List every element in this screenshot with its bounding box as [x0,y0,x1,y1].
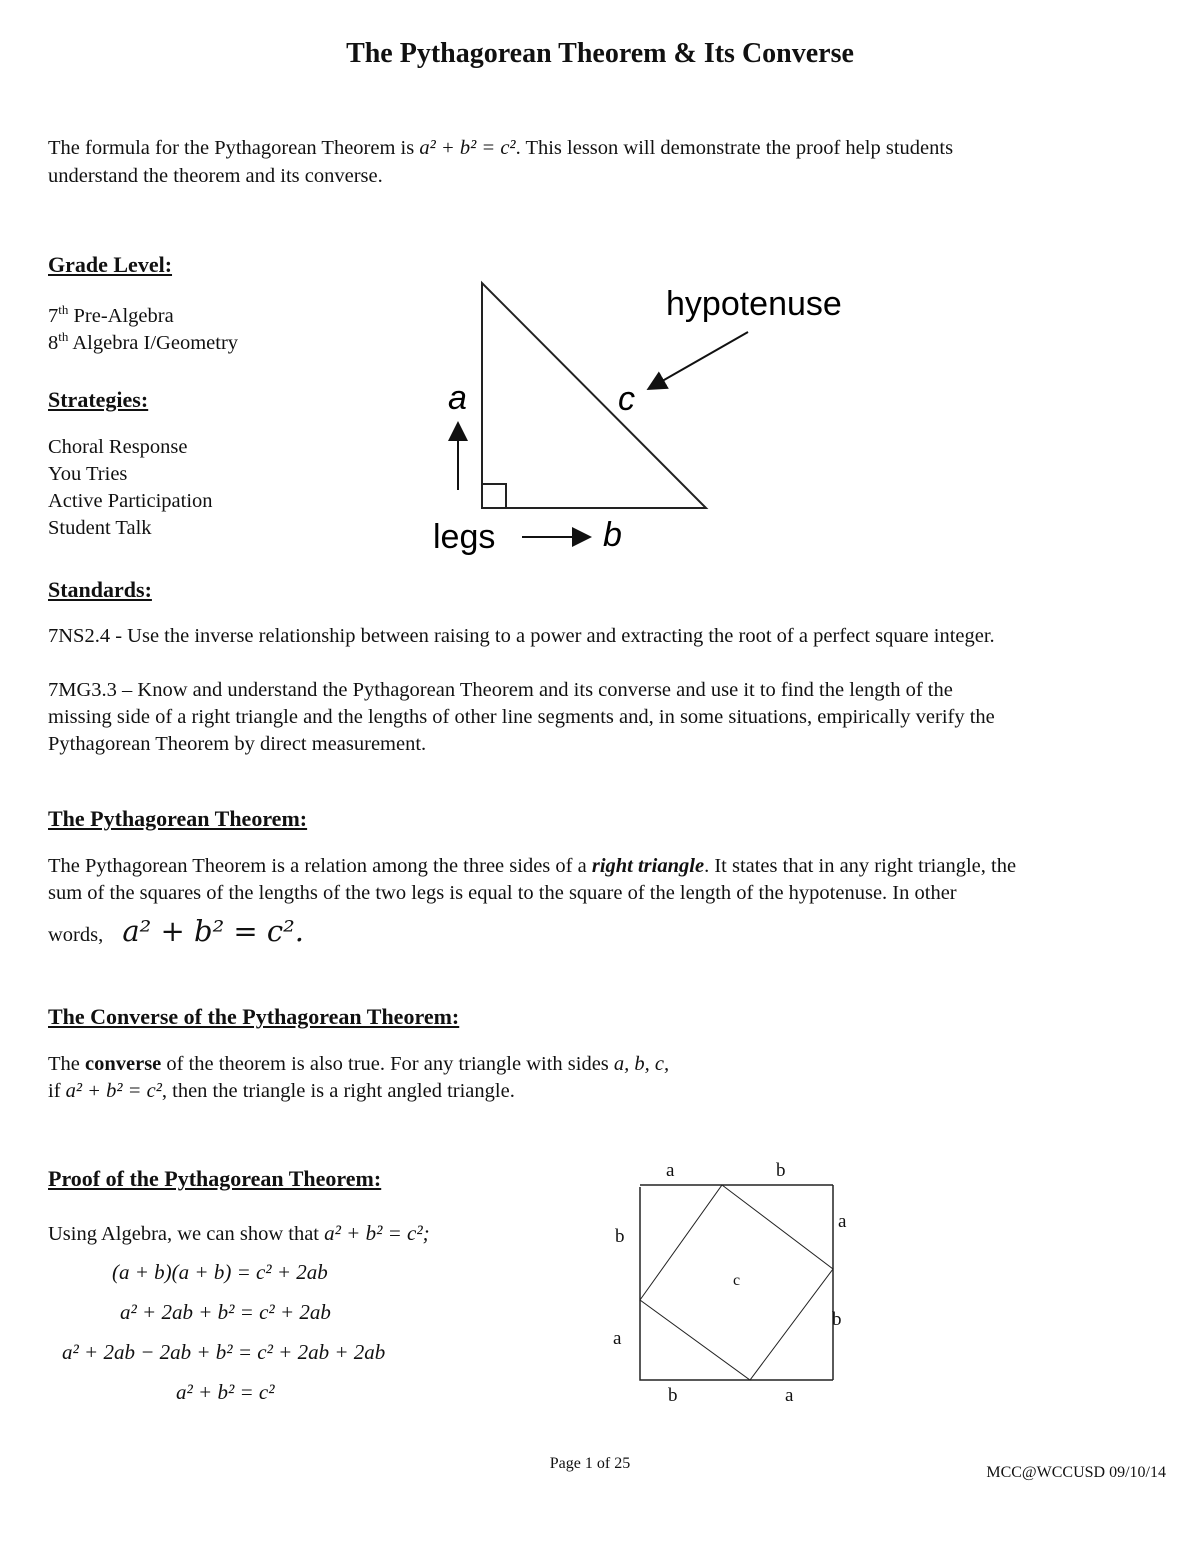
proof-intro [48,1220,430,1248]
converse-line-1 [48,1051,669,1078]
square-label-left-a: a [613,1328,622,1349]
square-label-left-b: b [615,1226,625,1247]
right-angle-mark [482,484,506,508]
converse-text: , then the triangle is a right angled triangle. [161,1080,515,1102]
intro-formula: a² + b² = c² [419,137,516,159]
grade-label: Pre-Algebra [73,304,174,327]
intro-text-before: The formula for the Pythagorean Theorem is [48,137,415,159]
legs-label: legs [433,518,496,556]
theorem-text: . It states that in any right triangle, the [704,855,1017,877]
grade-level-heading: Grade Level: [48,252,173,277]
square-label-right-a: a [838,1211,847,1232]
strategy-item: Active Participation [48,490,213,512]
square-label-bottom-a: a [785,1385,794,1406]
hypotenuse-label: hypotenuse [666,285,842,323]
converse-text: if [48,1080,61,1102]
strategy-item: You Tries [48,463,128,485]
right-triangle-diagram [420,275,880,565]
converse-line-2 [48,1078,515,1105]
intro-text-after: . This lesson will demonstrate the proof help students [515,137,954,159]
strategy-item: Choral Response [48,436,188,458]
standard-7mg3-3-line: missing side of a right triangle and the lengths of other line segments and, in some situations, empirically verify the [48,706,995,728]
theorem-line-1 [48,853,1178,880]
grade-num: 7 [48,304,59,327]
grade-sup: th [58,329,69,344]
square-label-right-b: b [832,1309,842,1330]
side-a-label: a [448,379,467,417]
proof-intro-formula: a² + b² = c²; [324,1221,430,1245]
right-triangle-emphasis: right triangle [591,855,705,877]
theorem-formula: a² + b² = c². [122,914,305,948]
converse-text: The [48,1053,80,1075]
grade-label: Algebra I/Geometry [72,331,239,354]
standard-7mg3-3-line: Pythagorean Theorem by direct measurement. [48,733,427,755]
page-number: Page 1 of 25 [549,1455,631,1472]
page-title: The Pythagorean Theorem & Its Converse [346,38,854,69]
strategies-heading: Strategies: [48,387,149,412]
strategy-item: Student Talk [48,517,152,539]
intro-line-2: understand the theorem and its converse. [48,165,383,187]
standard-7ns2-4: 7NS2.4 - Use the inverse relationship between raising to a power and extracting the root of a perfect square integer. [48,625,995,647]
proof-step-1: (a + b)(a + b) = c² + 2ab [112,1260,328,1284]
converse-formula: a² + b² = c² [65,1080,162,1102]
footer-credit: MCC@WCCUSD 09/10/14 [986,1464,1166,1481]
proof-step-4: a² + b² = c² [176,1380,275,1404]
grade-num: 8 [48,331,59,354]
theorem-line-2: sum of the squares of the lengths of the two legs is equal to the square of the length of the hypotenuse. In other [48,882,957,904]
square-label-bottom-b: b [668,1385,678,1406]
converse-emphasis: converse [85,1053,162,1075]
proof-step-3: a² + 2ab − 2ab + b² = c² + 2ab + 2ab [62,1340,386,1364]
theorem-text: The Pythagorean Theorem is a relation among the three sides of a [48,855,587,877]
converse-sides: a, b, c, [613,1053,670,1075]
theorem-heading: The Pythagorean Theorem: [48,806,308,831]
theorem-text: words, [48,924,104,946]
square-label-top-a: a [666,1160,675,1181]
standards-heading: Standards: [48,577,152,602]
grade-item-8 [48,323,238,357]
intro-line-1 [48,135,1158,162]
proof-step-2: a² + 2ab + b² = c² + 2ab [120,1300,331,1324]
hypotenuse-arrow [650,332,748,388]
grade-sup: th [58,302,69,317]
side-b-label: b [603,516,622,554]
proof-heading: Proof of the Pythagorean Theorem: [48,1166,382,1191]
square-label-top-b: b [776,1160,786,1181]
proof-text: Using Algebra, we can show that [48,1223,319,1245]
standard-7mg3-3-line: 7MG3.3 – Know and understand the Pythagorean Theorem and its converse and use it to find the length of the [48,679,953,701]
side-c-label: c [618,380,635,418]
square-label-center-c: c [733,1272,741,1289]
converse-heading: The Converse of the Pythagorean Theorem: [48,1004,460,1029]
theorem-line-3 [48,914,305,949]
converse-text: of the theorem is also true. For any triangle with sides [166,1053,609,1075]
